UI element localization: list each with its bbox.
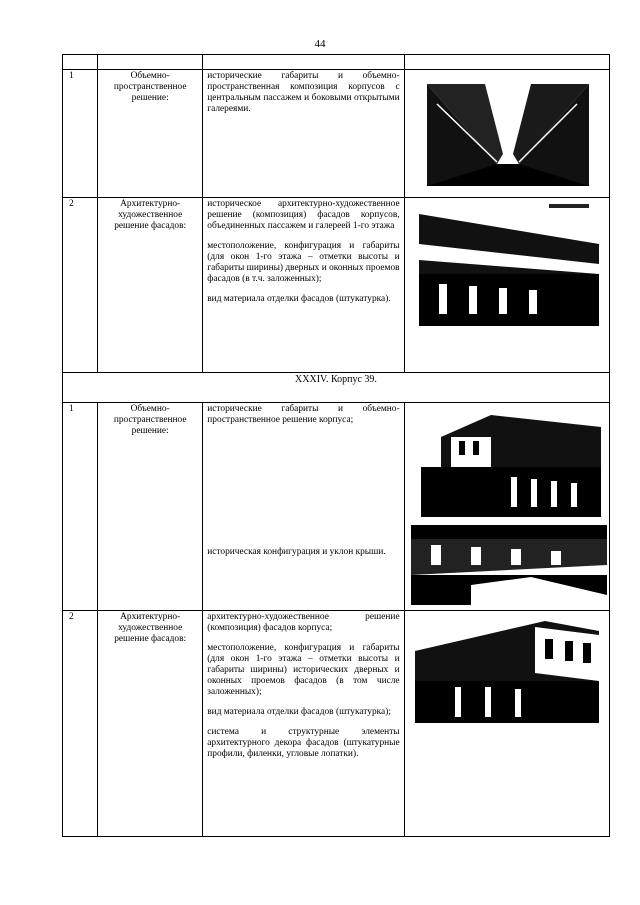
photo-roof-view xyxy=(411,525,607,605)
photo-building-corner xyxy=(421,407,601,517)
table-row xyxy=(63,611,610,837)
row-number: 2 xyxy=(63,198,98,373)
element-description xyxy=(203,198,404,373)
section-title: XXXIV. Корпус 39. xyxy=(63,373,610,403)
table-header-blank-row xyxy=(63,55,610,70)
photo-arcade-perspective xyxy=(427,84,589,186)
element-name: Архитектурно-художественное решение фасадов: xyxy=(98,611,203,837)
photo-cell xyxy=(404,198,609,373)
description-paragraph: вид материала отделки фасадов (штукатурка). xyxy=(207,294,391,304)
description-paragraph: исторические габариты и объемно-пространственная композиция корпусов с центральным пассажем и боковыми открытыми галереями. xyxy=(207,71,400,114)
row-number: 2 xyxy=(63,611,98,837)
element-name: Объемно-пространственное решение: xyxy=(98,403,203,611)
description-paragraph: историческое архитектурно-художественное решение (композиция) фасадов корпусов, объединенных пассажем и галереей 1-го этажа xyxy=(207,199,400,231)
monument-elements-table xyxy=(62,54,610,837)
element-description xyxy=(203,70,404,198)
section-header-row xyxy=(63,373,610,403)
description-paragraph: местоположение, конфигурация и габариты (для окон 1-го этажа – отметки высоты и габариты ширины) дверных и оконных проемов фасадов (в т.ч. заложенных); xyxy=(207,241,400,284)
page-number: 44 xyxy=(314,38,326,50)
description-paragraph: вид материала отделки фасадов (штукатурка); xyxy=(207,707,391,717)
element-name: Архитектурно-художественное решение фасадов: xyxy=(98,198,203,373)
element-description xyxy=(203,403,404,611)
description-paragraph: архитектурно-художественное решение (композиция) фасадов корпуса; xyxy=(207,612,400,633)
row-number: 1 xyxy=(63,403,98,611)
description-paragraph: местоположение, конфигурация и габариты (для окон 1-го этажа – отметки высоты и габариты ширины) исторических дверных и оконных проемов фасадов (в том числе заложенных); xyxy=(207,643,400,697)
element-name: Объемно-пространственное решение: xyxy=(98,70,203,198)
photo-cell xyxy=(404,403,609,611)
row-number: 1 xyxy=(63,70,98,198)
photo-facade-corner xyxy=(415,621,599,723)
description-paragraph: система и структурные элементы архитектурного декора фасадов (штукатурные профили, филенки, угловые лопатки). xyxy=(207,727,400,759)
photo-cell xyxy=(404,611,609,837)
description-paragraph: историческая конфигурация и уклон крыши. xyxy=(207,547,386,557)
photo-facade-gallery xyxy=(419,204,599,326)
element-description xyxy=(203,611,404,837)
table-row xyxy=(63,198,610,373)
photo-cell xyxy=(404,70,609,198)
table-row xyxy=(63,70,610,198)
description-paragraph: исторические габариты и объемно-пространственное решение корпуса; xyxy=(207,404,400,425)
table-row xyxy=(63,403,610,611)
